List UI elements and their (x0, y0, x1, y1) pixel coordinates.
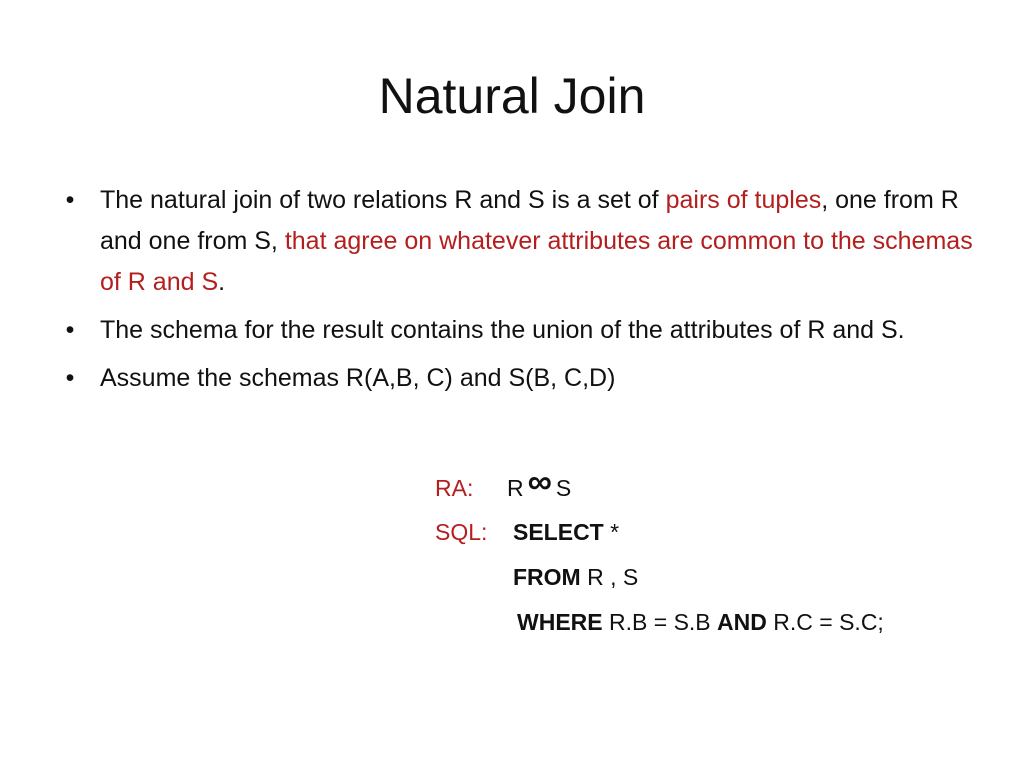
ra-right-relation: S (555, 475, 572, 501)
bullet-1-text-3: . (218, 268, 226, 296)
sql-select-columns: * (603, 519, 620, 545)
bullet-2-text: The schema for the result contains the union of the attributes of R and S. (100, 316, 905, 344)
sql-from-line (513, 557, 638, 597)
bullet-item-2 (60, 310, 980, 351)
sql-where-condition-2: R.C = S.C; (766, 609, 884, 635)
bullet-item-3 (60, 358, 980, 399)
sql-from-tables: R , S (580, 564, 639, 590)
bullet-item-1 (60, 180, 980, 303)
slide-title: Natural Join (378, 68, 646, 124)
natural-join-icon: ∞ (527, 463, 552, 501)
bullet-1-text-1: The natural join of two relations R and S is a set of (100, 186, 666, 214)
bullet-3-text: Assume the schemas R(A,B, C) and S(B, C,D) (100, 364, 616, 392)
bullet-marker: • (65, 316, 75, 344)
bullet-marker: • (65, 186, 75, 214)
sql-and-keyword: AND (717, 609, 767, 635)
sql-select-keyword: SELECT (513, 519, 604, 545)
sql-where-condition-1: R.B = S.B (602, 609, 718, 635)
bullet-list (60, 180, 980, 406)
bullet-1-text-2: , one from R and one from S, (100, 186, 959, 255)
bullet-1-highlight-1: pairs of tuples (665, 186, 822, 214)
sql-where-keyword: WHERE (517, 609, 603, 635)
sql-from-keyword: FROM (513, 564, 581, 590)
ra-label: RA: (435, 475, 474, 501)
sql-where-line (517, 602, 884, 642)
relational-algebra-expression (435, 462, 571, 508)
sql-label: SQL: (435, 519, 488, 545)
bullet-marker: • (65, 364, 75, 392)
sql-select-line (435, 512, 619, 552)
bullet-1-highlight-2: that agree on whatever attributes are common to the schemas of R and S (100, 227, 973, 296)
ra-left-relation: R (507, 475, 524, 501)
